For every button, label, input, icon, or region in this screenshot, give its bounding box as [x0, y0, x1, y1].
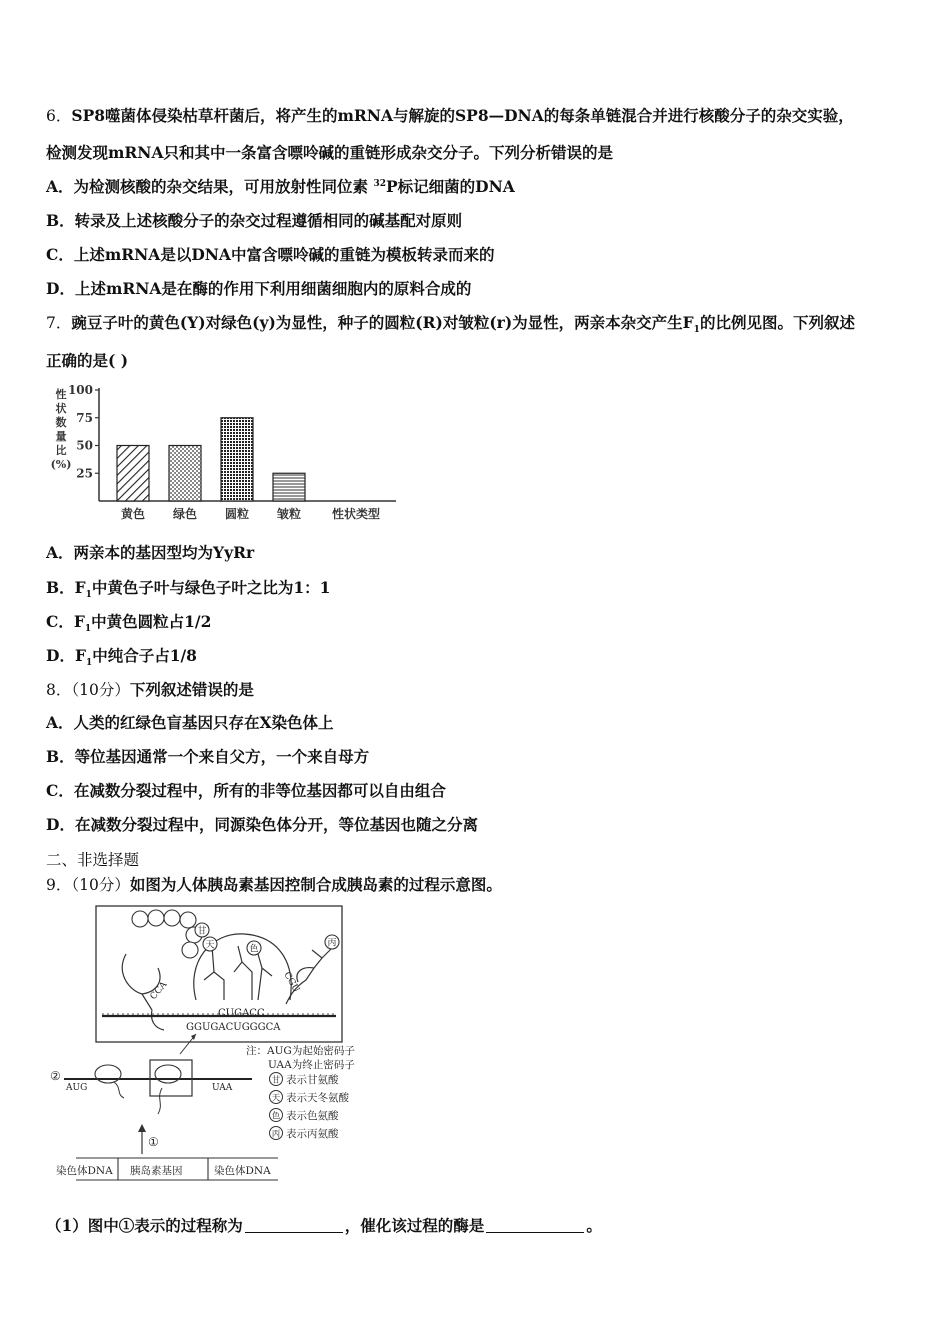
answer-blank-1[interactable]	[245, 1218, 343, 1233]
ribosome-small-1	[95, 1065, 121, 1083]
q7-number: 7．	[46, 314, 72, 332]
amino-acid-label: 天	[205, 940, 215, 951]
dna-segment-right: 染色体DNA	[214, 1165, 271, 1177]
x-tick-label: 皱粒	[276, 507, 302, 521]
q8-line1: 8．（10分）下列叙述错误的是	[46, 680, 254, 699]
marker-1: ①	[148, 1135, 159, 1149]
q6-text-line1: SP8噬菌体侵染枯草杆菌后，将产生的mRNA与解旋的SP8—DNA的每条单链混合并进行核酸分子的杂交实验，	[71, 106, 854, 125]
stop-codon: UAA	[212, 1083, 233, 1093]
bar-2	[169, 446, 201, 502]
insulin-synthesis-diagram	[46, 902, 386, 1187]
q7-line1: 7．豌豆子叶的黄色(Y)对绿色(y)为显性，种子的圆粒(R)对皱粒(r)为显性，两亲本杂交产生$F_1$的比例见图。下列叙述	[46, 313, 855, 336]
q9-sub1: （1）图中①表示的过程称为 ，催化该过程的酶是 。	[46, 1216, 602, 1235]
q8-option-c: C．在减数分裂过程中，所有的非等位基因都可以自由组合	[46, 781, 446, 800]
y-tick-label: 50	[76, 438, 93, 453]
legend-text: 表示丙氨酸	[286, 1128, 339, 1140]
start-codon: AUG	[66, 1083, 88, 1093]
section-heading: 二、非选择题	[46, 851, 140, 869]
q7-line2: 正确的是( )	[46, 351, 129, 370]
marker-2: ②	[50, 1069, 61, 1083]
q6-text-line2: 检测发现mRNA只和其中一条富含嘌呤碱的重链形成杂交分子。下列分析错误的是	[46, 143, 613, 162]
amino-acid-label: 丙	[327, 938, 337, 949]
q6-line1	[46, 104, 854, 126]
anticodon-left: CCA	[148, 979, 170, 1002]
trait-ratio-bar-chart	[44, 378, 404, 528]
legend-text: 表示天冬氨酸	[286, 1092, 349, 1104]
legend-text: 表示甘氨酸	[286, 1074, 339, 1086]
y-axis-label	[51, 387, 72, 471]
note-line1: 注：AUG为起始密码子	[246, 1045, 355, 1057]
dna-segment-left: 染色体DNA	[56, 1165, 113, 1177]
mrna-sequence: GGUGACUGGGCA	[186, 1022, 281, 1033]
q6-option-c: C．上述mRNA是以DNA中富含嘌呤碱的重链为模板转录而来的	[46, 245, 495, 264]
q8-option-a: A．人类的红绿色盲基因只存在X染色体上	[46, 713, 334, 732]
amino-acid-label: 色	[249, 944, 259, 955]
x-tick-label: 圆粒	[224, 507, 250, 521]
legend-symbol-text: 天	[271, 1093, 281, 1104]
q6-option-d: D．上述mRNA是在酶的作用下利用细菌细胞内的原料合成的	[46, 279, 472, 298]
bar-1	[117, 446, 149, 502]
y-tick-label: 75	[76, 410, 93, 425]
x-tick-label: 黄色	[120, 507, 146, 521]
x-axis-label: 性状类型	[332, 507, 381, 521]
q6-option-a: A．为检测核酸的杂交结果，可用放射性同位素 $^{32}$P标记细菌的DNA	[46, 177, 515, 196]
y-label-char: (%)	[50, 458, 72, 471]
q9-line1: 9．（10分）如图为人体胰岛素基因控制合成胰岛素的过程示意图。	[46, 875, 502, 894]
bar-4	[273, 473, 305, 501]
trna-middle	[204, 946, 272, 1000]
y-label-char: 状	[55, 402, 67, 415]
y-tick-label: 100	[67, 383, 93, 397]
q8-option-b: B．等位基因通常一个来自父方，一个来自母方	[46, 747, 370, 766]
note-line2: UAA为终止密码子	[268, 1059, 355, 1071]
peptide-chain	[132, 910, 202, 958]
q7-option-d: D．$F_1$中纯合子占1/8	[46, 646, 197, 669]
q7-option-b: B．$F_1$中黄色子叶与绿色子叶之比为1：1	[46, 578, 331, 601]
q7-option-a: A．两亲本的基因型均为YyRr	[46, 543, 255, 562]
y-label-char: 性	[55, 388, 67, 401]
q6-number: 6．	[46, 107, 72, 125]
bar-3	[221, 418, 253, 501]
y-label-char: 比	[55, 444, 67, 457]
answer-blank-2[interactable]	[486, 1218, 584, 1233]
q7-option-c: C．$F_1$中黄色圆粒占1/2	[46, 612, 212, 635]
legend-text: 表示色氨酸	[286, 1110, 339, 1122]
legend-symbol-text: 甘	[271, 1075, 281, 1086]
anticodon-right: CGU	[281, 970, 301, 995]
amino-acid-label: 甘	[197, 926, 207, 937]
y-label-char: 量	[55, 430, 67, 443]
x-tick-label: 绿色	[172, 507, 198, 521]
legend-symbol-text: 色	[271, 1111, 281, 1122]
q8-option-d: D．在减数分裂过程中，同源染色体分开，等位基因也随之分离	[46, 815, 478, 834]
legend-symbol-text: 丙	[271, 1129, 281, 1140]
y-tick-label: 25	[76, 466, 93, 481]
dna-segment-gene: 胰岛素基因	[130, 1165, 183, 1177]
anticodon-middle: CUGACC	[218, 1008, 265, 1019]
ribosome-small-2	[155, 1065, 181, 1083]
y-label-char: 数	[55, 416, 67, 429]
q6-option-b: B．转录及上述核酸分子的杂交过程遵循相同的碱基配对原则	[46, 211, 463, 230]
q6-line2	[46, 141, 613, 163]
